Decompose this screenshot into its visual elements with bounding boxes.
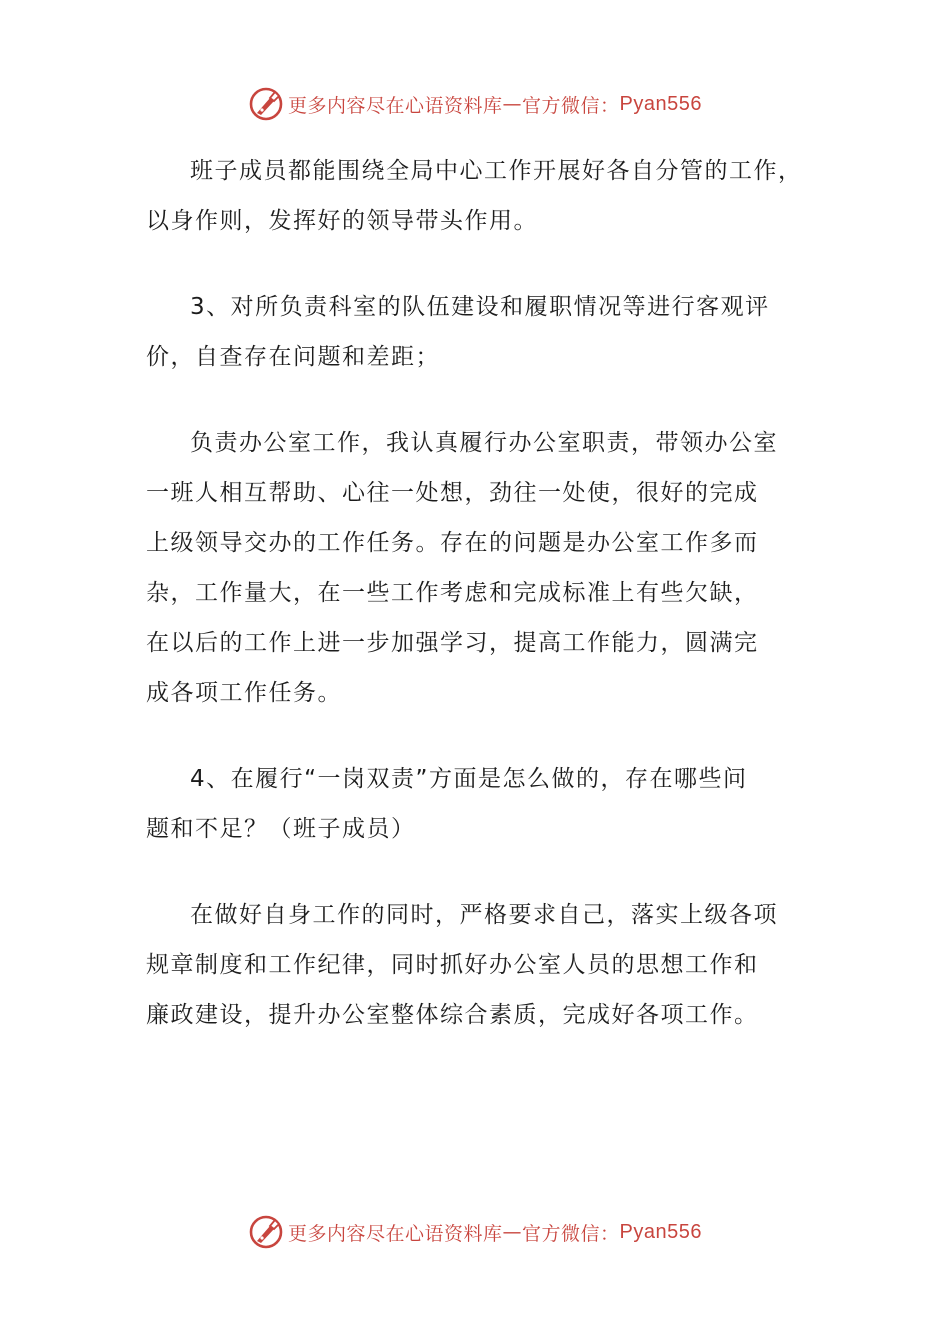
header-wechat-label: 官方微信： [522, 94, 620, 117]
paragraph-line: 3、对所负责科室的队伍建设和履职情况等进行客观评 [190, 294, 770, 320]
paragraph-3 [146, 418, 806, 718]
paragraph-line: 规章制度和工作纪律，同时抓好办公室人员的思想工作和 [146, 952, 759, 978]
header-banner [0, 82, 950, 126]
footer-separator: — [502, 1221, 523, 1243]
paragraph-line: 题和不足？（班子成员） [146, 816, 416, 842]
footer-brand-text: 更多内容尽在心语资料库 [288, 1222, 503, 1245]
paragraph-line: 上级领导交办的工作任务。存在的问题是办公室工作多而 [146, 530, 759, 556]
header-brand-text: 更多内容尽在心语资料库 [288, 94, 503, 117]
paragraph-line: 4、在履行“一岗双责”方面是怎么做的，存在哪些问 [190, 766, 748, 792]
paragraph-line: 以身作则，发挥好的领导带头作用。 [146, 208, 538, 234]
pen-nib-logo-icon [248, 86, 284, 122]
paragraph-2 [146, 282, 806, 382]
paragraph-line: 负责办公室工作，我认真履行办公室职责，带领办公室 [190, 430, 778, 456]
paragraph-line: 成各项工作任务。 [146, 680, 342, 706]
header-separator: — [502, 93, 523, 115]
paragraph-line: 杂，工作量大，在一些工作考虑和完成标准上有些欠缺， [146, 580, 759, 606]
footer-wechat-id: Pyan556 [619, 1220, 702, 1243]
paragraph-line: 班子成员都能围绕全局中心工作开展好各自分管的工作， [190, 158, 803, 184]
paragraph-line: 一班人相互帮助、心往一处想，劲往一处使，很好的完成 [146, 480, 759, 506]
footer-banner [0, 1210, 950, 1254]
paragraph-line: 在做好自身工作的同时，严格要求自己，落实上级各项 [190, 902, 778, 928]
header-wechat-id: Pyan556 [619, 92, 702, 115]
document-body [146, 146, 806, 1040]
footer-wechat-label: 官方微信： [522, 1222, 620, 1245]
paragraph-line: 在以后的工作上进一步加强学习，提高工作能力，圆满完 [146, 630, 759, 656]
paragraph-1 [146, 146, 806, 246]
paragraph-line: 廉政建设，提升办公室整体综合素质，完成好各项工作。 [146, 1002, 759, 1028]
paragraph-line: 价，自查存在问题和差距； [146, 344, 440, 370]
paragraph-5 [146, 890, 806, 1040]
paragraph-4 [146, 754, 806, 854]
pen-nib-logo-icon [248, 1214, 284, 1250]
